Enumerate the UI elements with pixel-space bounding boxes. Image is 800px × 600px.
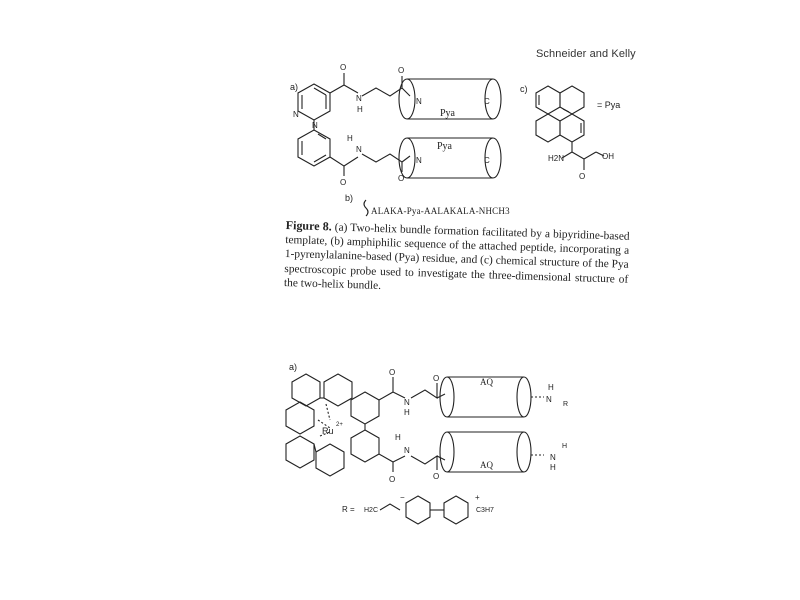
helix-cylinder-upper [399, 79, 501, 119]
svg-text:ALAKA-Pya-AALAKALA-NHCH3: ALAKA-Pya-AALAKALA-NHCH3 [371, 206, 510, 216]
template-ring-lower [351, 430, 379, 462]
bpy-ligand-ring-4 [286, 436, 314, 468]
svg-text:O: O [398, 174, 405, 183]
svg-text:H2C: H2C [364, 507, 379, 514]
svg-text:O: O [398, 66, 405, 75]
svg-text:H: H [562, 443, 568, 450]
figure8-panel-b [345, 193, 510, 216]
svg-text:O: O [433, 374, 440, 383]
pyridine-ring-upper [298, 84, 330, 120]
svg-text:N: N [356, 94, 362, 103]
svg-text:Pya: Pya [437, 141, 452, 152]
svg-text:N: N [416, 156, 422, 165]
svg-text:C: C [484, 156, 490, 165]
figure8-panel-a [290, 63, 501, 187]
svg-text:H: H [404, 408, 410, 417]
svg-text:b): b) [345, 193, 354, 203]
svg-text:O: O [389, 475, 396, 484]
svg-text:H: H [550, 463, 556, 472]
svg-text:H: H [395, 433, 401, 442]
svg-text:R =: R = [342, 505, 355, 514]
svg-text:H: H [548, 383, 554, 392]
svg-text:a): a) [289, 362, 298, 372]
svg-text:H: H [347, 134, 353, 143]
bpy-ligand-ring-5 [316, 444, 344, 476]
svg-text:AQ: AQ [480, 377, 493, 387]
svg-text:O: O [340, 178, 347, 187]
r-group-definition [342, 493, 494, 524]
svg-text:N: N [404, 446, 410, 455]
svg-text:Pya: Pya [440, 108, 455, 119]
bpy-ligand-ring-1 [292, 374, 320, 406]
svg-text:O: O [340, 63, 347, 72]
svg-text:N: N [416, 97, 422, 106]
svg-text:AQ: AQ [480, 460, 493, 470]
figure9-panel-a [286, 362, 568, 524]
pyrene-ring-1 [536, 86, 560, 114]
svg-text:= Pya: = Pya [597, 100, 621, 110]
figure8-caption [284, 218, 630, 301]
pyrene-ring-3 [536, 114, 560, 142]
viologen-ring-1 [406, 496, 430, 524]
figure8-panel-c [520, 84, 620, 181]
svg-text:+: + [475, 493, 480, 502]
svg-text:−: − [400, 493, 405, 502]
svg-text:N: N [356, 145, 362, 154]
helix-cylinder-lower [399, 138, 501, 178]
svg-text:N: N [404, 398, 410, 407]
svg-text:R: R [563, 401, 569, 408]
svg-text:H: H [357, 105, 363, 114]
svg-text:N: N [293, 110, 299, 119]
svg-text:C: C [484, 97, 490, 106]
svg-text:N: N [546, 395, 552, 404]
pyrene-ring-4 [560, 114, 584, 142]
svg-text:O: O [389, 368, 396, 377]
aq-helix-cylinder-lower [440, 432, 567, 472]
svg-text:a): a) [290, 82, 299, 92]
template-ring-upper [351, 392, 379, 424]
svg-text:OH: OH [602, 152, 614, 161]
svg-text:O: O [433, 472, 440, 481]
running-head: Schneider and Kelly [536, 48, 636, 60]
svg-text:Ru: Ru [322, 426, 334, 436]
caption-text: (a) Two-helix bundle formation facilitated by a bipyridine-based template, (b) amphiphilic sequence of the attached peptide, incorporating a 1-pyrenylalanine-based (Pya) residue, and (c) chemical structure of the Pya spectroscopic probe used to investigate the three-dimensional structure of the two-helix bundle. [283, 221, 630, 292]
svg-text:N: N [550, 453, 556, 462]
svg-text:C3H7: C3H7 [476, 507, 494, 514]
caption-label: Figure 8. [285, 218, 332, 234]
aq-helix-cylinder-upper [440, 377, 568, 417]
svg-text:2+: 2+ [336, 422, 343, 428]
svg-text:N: N [312, 121, 318, 130]
bpy-ligand-ring-2 [324, 374, 352, 406]
pyridine-ring-lower [298, 130, 330, 166]
svg-text:H2N: H2N [548, 154, 565, 163]
svg-text:c): c) [520, 84, 528, 94]
bpy-ligand-ring-3 [286, 402, 314, 434]
svg-text:O: O [579, 172, 586, 181]
viologen-ring-2 [444, 496, 468, 524]
